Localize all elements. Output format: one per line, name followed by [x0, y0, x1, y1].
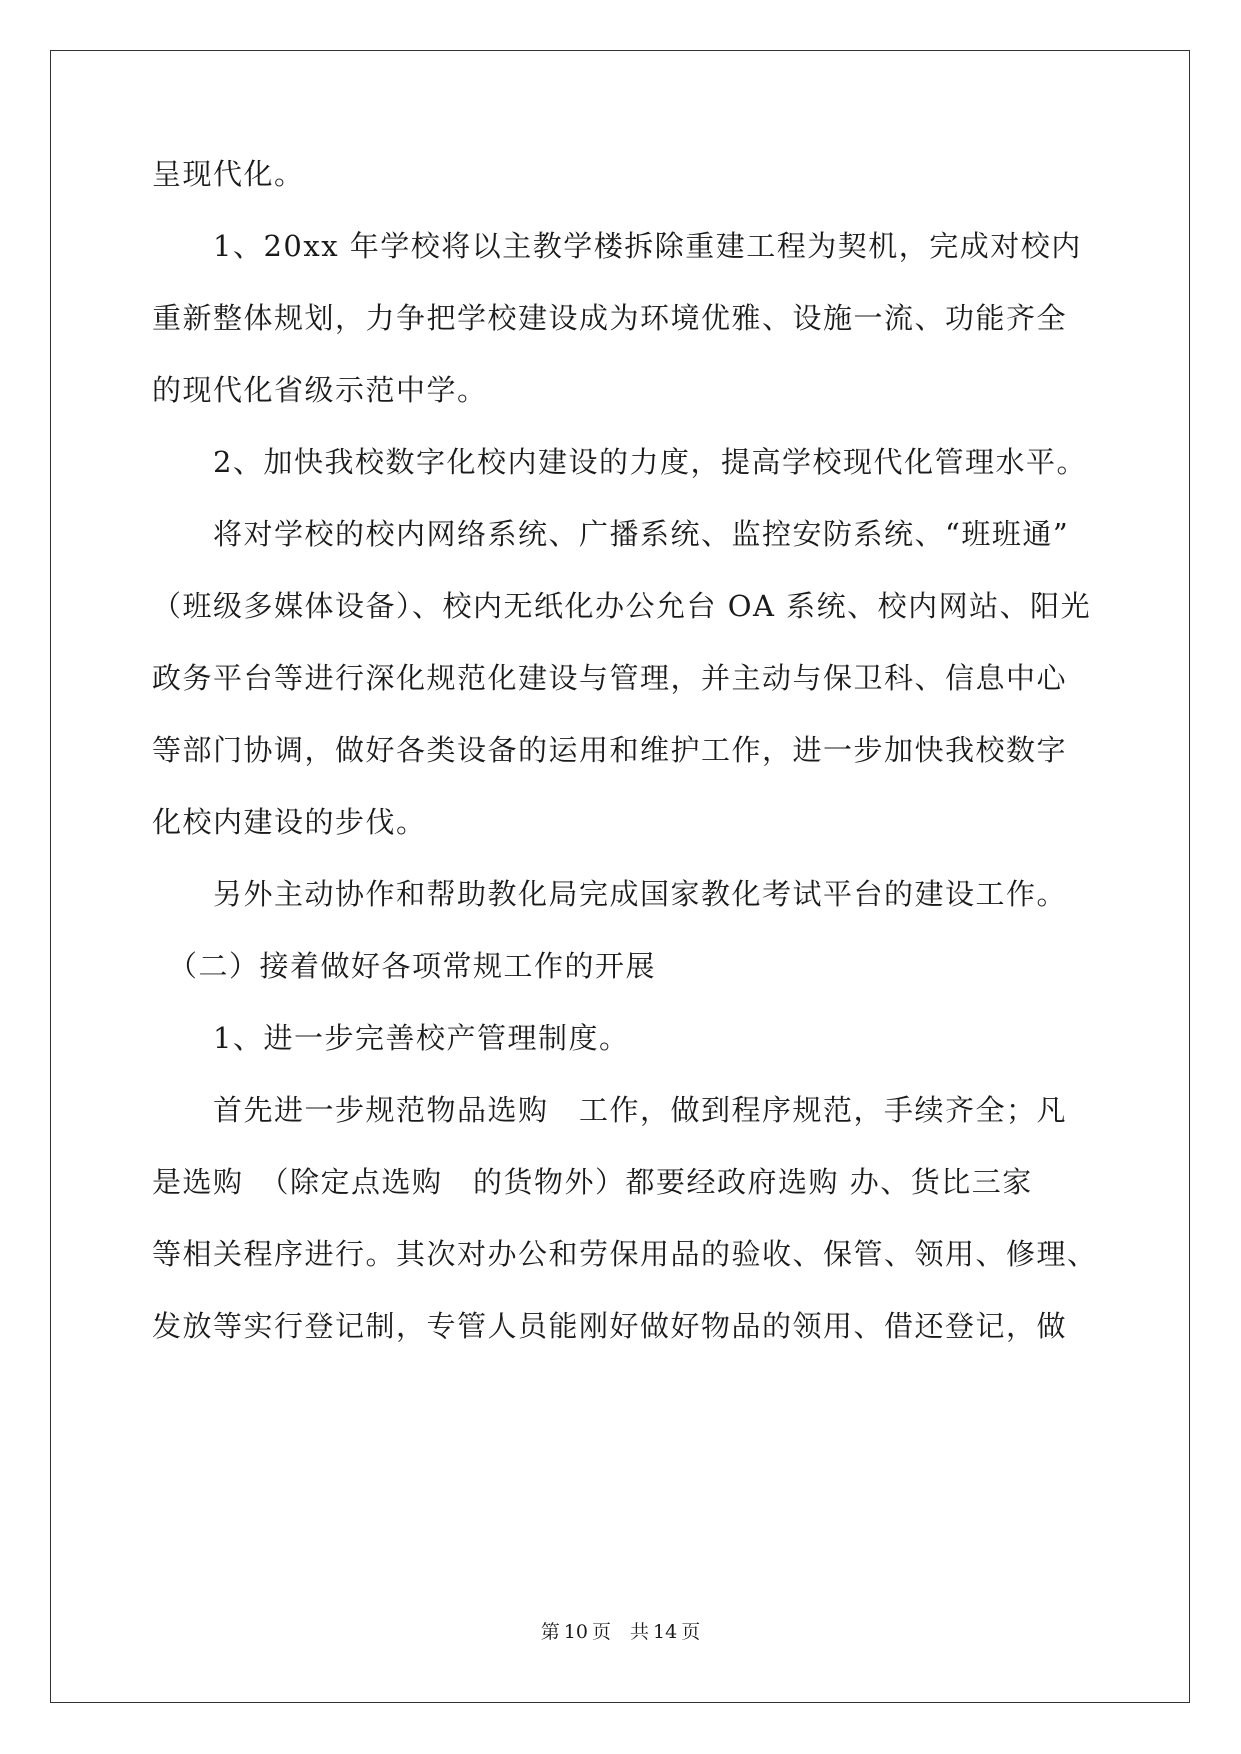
page-suffix: 页 [681, 1621, 701, 1643]
text-line: 是选购 （除定点选购 的货物外）都要经政府选购 办、货比三家 [152, 1165, 1033, 1199]
page-mid: 页 共 [591, 1621, 649, 1643]
text-line: 2、加快我校数字化校内建设的力度，提高学校现代化管理水平。 [152, 445, 1087, 479]
text-line: 等部门协调，做好各类设备的运用和维护工作，进一步加快我校数字 [152, 733, 1068, 767]
page-prefix: 第 [540, 1621, 560, 1643]
text-line: 1、进一步完善校产管理制度。 [152, 1021, 630, 1055]
text-line: 的现代化省级示范中学。 [152, 373, 488, 407]
text-line: （二）接着做好各项常规工作的开展 [152, 949, 657, 983]
text-line: 呈现代化。 [152, 157, 305, 191]
text-line: 另外主动协作和帮助教化局完成国家教化考试平台的建设工作。 [152, 877, 1068, 911]
text-line: 首先进一步规范物品选购 工作，做到程序规范，手续齐全；凡 [152, 1093, 1068, 1127]
text-line: 将对学校的校内网络系统、广播系统、监控安防系统、“班班通” [152, 517, 1070, 551]
text-line: 1、20xx 年学校将以主教学楼拆除重建工程为契机，完成对校内 [152, 229, 1082, 263]
page-current: 10 [563, 1621, 588, 1643]
text-line: 政务平台等进行深化规范化建设与管理，并主动与保卫科、信息中心 [152, 661, 1068, 695]
page-number-footer [0, 1620, 1241, 1644]
text-line: 重新整体规划，力争把学校建设成为环境优雅、设施一流、功能齐全 [152, 301, 1068, 335]
page-total: 14 [653, 1621, 678, 1643]
text-line: 等相关程序进行。其次对办公和劳保用品的验收、保管、领用、修理、 [152, 1237, 1098, 1271]
text-line: （班级多媒体设备）、校内无纸化办公允台 OA 系统、校内网站、阳光 [152, 589, 1092, 623]
text-line: 发放等实行登记制，专管人员能刚好做好物品的领用、借还登记，做 [152, 1309, 1068, 1343]
text-line: 化校内建设的步伐。 [152, 805, 427, 839]
